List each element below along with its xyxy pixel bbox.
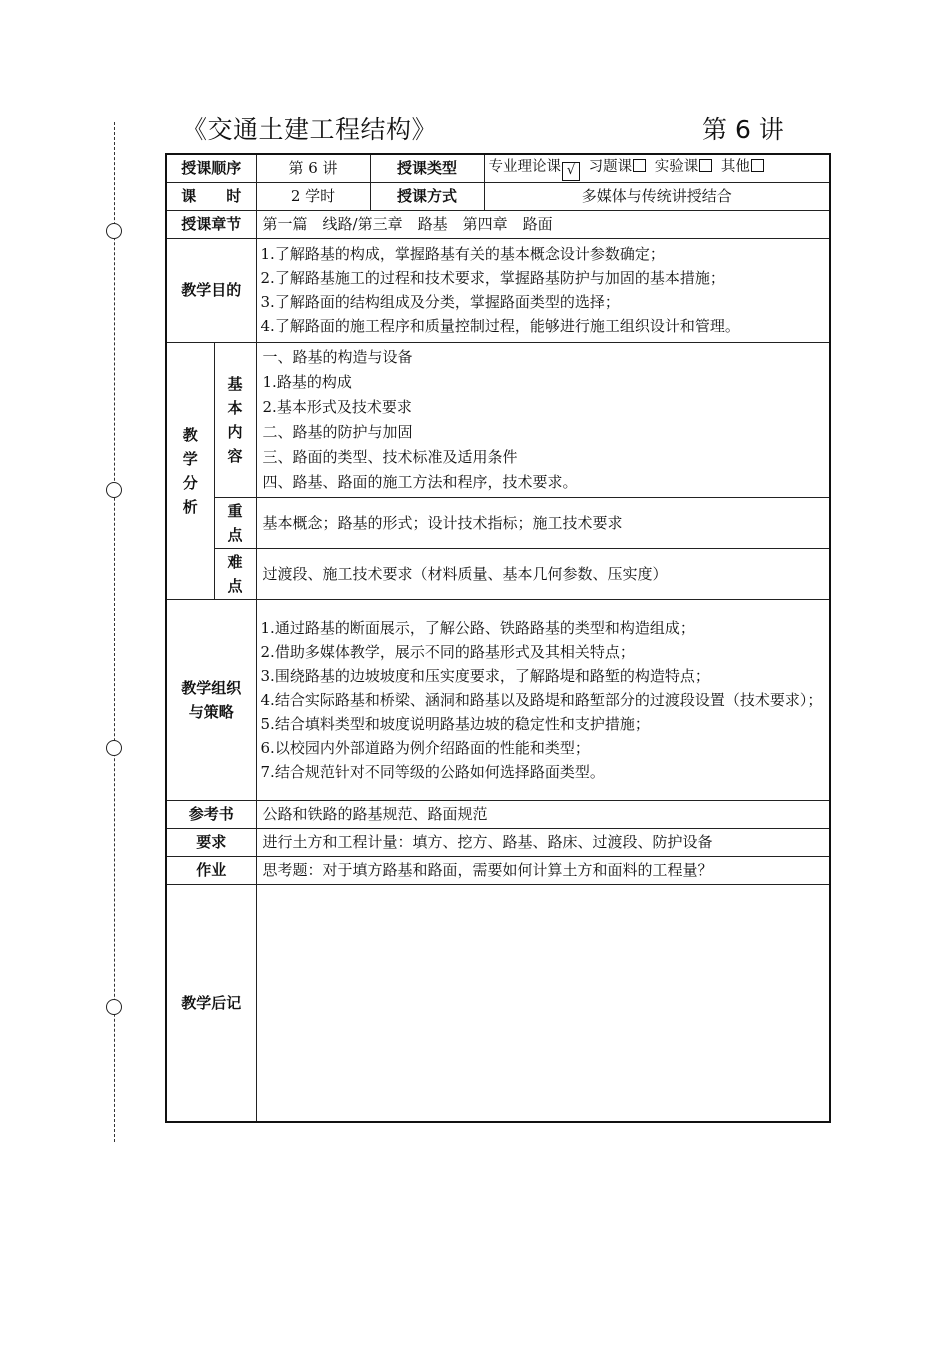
hours-value: 2 学时 <box>256 182 370 210</box>
basic-content-label: 基本内容 <box>214 342 256 497</box>
reference-label: 参考书 <box>166 800 256 828</box>
row-reflection <box>166 884 830 1122</box>
row-analysis-difficult <box>166 548 830 599</box>
homework-value: 思考题：对于填方路基和路面，需要如何计算土方和面料的工程量？ <box>256 856 830 884</box>
other-checkbox[interactable] <box>751 159 764 172</box>
row-analysis-basic <box>166 342 830 497</box>
list-item: 3.了解路面的结构组成及分类，掌握路面类型的选择； <box>260 293 620 311</box>
row-hours-method <box>166 182 830 210</box>
hours-label: 课 时 <box>166 182 256 210</box>
order-label: 授课顺序 <box>166 154 256 182</box>
type-option-exercise: 习题课 <box>588 159 633 176</box>
analysis-label: 教学分析 <box>166 342 214 599</box>
lesson-plan-table <box>165 153 831 1123</box>
row-requirement <box>166 828 830 856</box>
method-label: 授课方式 <box>370 182 484 210</box>
list-item: 6.以校园内外部道路为例介绍路面的性能和类型； <box>260 738 590 757</box>
basic-content <box>256 342 830 497</box>
list-item: 2.了解路基施工的过程和技术要求，掌握路基防护与加固的基本措施； <box>260 269 725 287</box>
row-objectives <box>166 238 830 342</box>
exercise-checkbox[interactable] <box>633 159 646 172</box>
lecture-number: 第 6 讲 <box>702 115 784 144</box>
strategy-label: 教学组织 与策略 <box>166 599 256 800</box>
theory-checkbox[interactable]: √ <box>562 162 580 181</box>
binding-hole-icon <box>106 223 122 239</box>
row-homework <box>166 856 830 884</box>
list-item: 7.结合规范针对不同等级的公路如何选择路面类型。 <box>260 762 605 781</box>
list-item: 4.结合实际路基和桥梁、涵洞和路基以及路堤和路堑部分的过渡段设置（技术要求）； <box>260 690 823 709</box>
list-item: 1.路基的构成 <box>262 372 352 391</box>
key-point-value: 基本概念；路基的形式；设计技术指标；施工技术要求 <box>256 497 830 548</box>
list-item: 2.借助多媒体教学，展示不同的路基形式及其相关特点； <box>260 642 635 661</box>
type-option-theory: 专业理论课 <box>488 159 562 176</box>
homework-label: 作业 <box>166 856 256 884</box>
course-title: 《交通土建工程结构》 <box>182 115 438 144</box>
list-item: 1.了解路基的构成，掌握路基有关的基本概念设计参数确定； <box>260 245 665 263</box>
row-analysis-key <box>166 497 830 548</box>
reflection-field[interactable] <box>256 884 830 1122</box>
method-value: 多媒体与传统讲授结合 <box>484 182 830 210</box>
binding-hole-icon <box>106 740 122 756</box>
strategy-content <box>256 599 830 800</box>
list-item: 四、路基、路面的施工方法和程序，技术要求。 <box>262 472 578 491</box>
binding-dashed-line <box>114 122 115 1142</box>
type-label: 授课类型 <box>370 154 484 182</box>
objectives-content <box>256 238 830 342</box>
difficult-point-value: 过渡段、施工技术要求（材料质量、基本几何参数、压实度） <box>256 548 830 599</box>
list-item: 1.通过路基的断面展示，了解公路、铁路路基的类型和构造组成； <box>260 618 695 637</box>
type-option-lab: 实验课 <box>654 159 699 176</box>
list-item: 3.围绕路基的边坡坡度和压实度要求，了解路堤和路堑的构造特点； <box>260 666 710 685</box>
requirement-label: 要求 <box>166 828 256 856</box>
list-item: 4.了解路面的施工程序和质量控制过程，能够进行施工组织设计和管理。 <box>260 317 740 335</box>
row-chapter <box>166 210 830 238</box>
objectives-label: 教学目的 <box>166 238 256 342</box>
list-item: 5.结合填料类型和坡度说明路基边坡的稳定性和支护措施； <box>260 714 650 733</box>
binding-hole-icon <box>106 999 122 1015</box>
row-reference <box>166 800 830 828</box>
key-point-label: 重点 <box>214 497 256 548</box>
binding-hole-icon <box>106 482 122 498</box>
difficult-point-label: 难点 <box>214 548 256 599</box>
type-options <box>484 154 830 182</box>
row-order-type <box>166 154 830 182</box>
reflection-label: 教学后记 <box>166 884 256 1122</box>
chapter-label: 授课章节 <box>166 210 256 238</box>
list-item: 二、路基的防护与加固 <box>262 422 413 441</box>
row-strategy <box>166 599 830 800</box>
chapter-value: 第一篇 线路/第三章 路基 第四章 路面 <box>256 210 830 238</box>
list-item: 一、路基的构造与设备 <box>262 347 413 366</box>
reference-value: 公路和铁路的路基规范、路面规范 <box>256 800 830 828</box>
list-item: 2.基本形式及技术要求 <box>262 397 412 416</box>
lab-checkbox[interactable] <box>699 159 712 172</box>
list-item: 三、路面的类型、技术标准及适用条件 <box>262 447 518 466</box>
type-option-other: 其他 <box>720 159 750 176</box>
order-value: 第 6 讲 <box>256 154 370 182</box>
requirement-value: 进行土方和工程计量：填方、挖方、路基、路床、过渡段、防护设备 <box>256 828 830 856</box>
